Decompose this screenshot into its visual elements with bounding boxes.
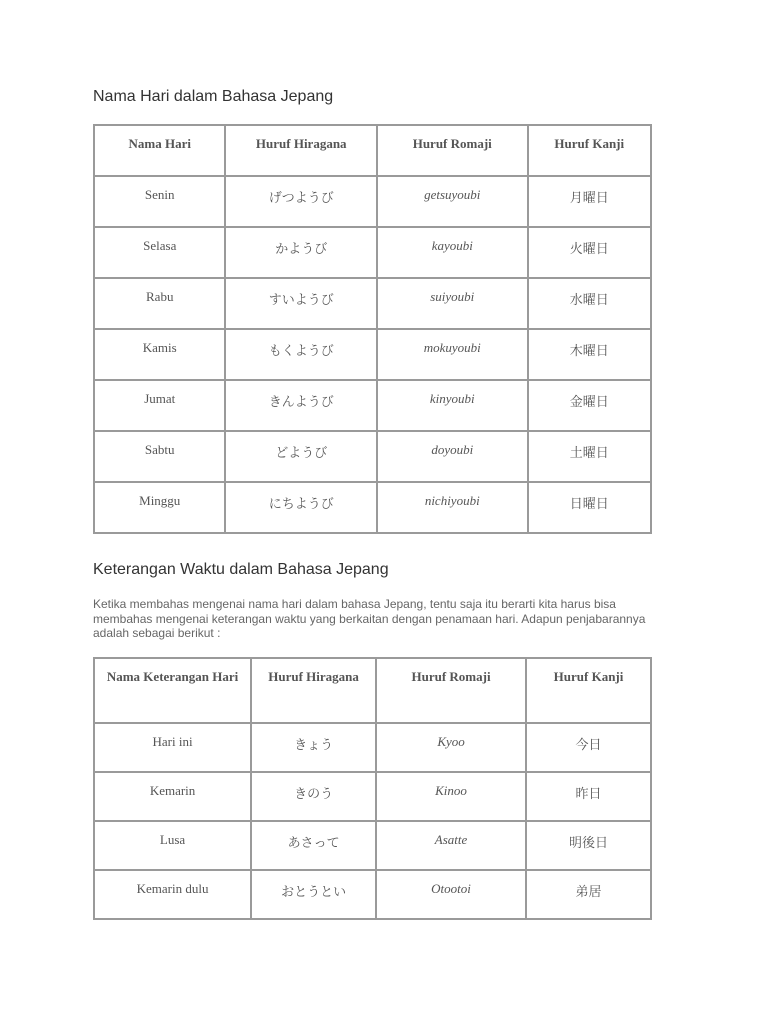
cell-kanji: 日曜日	[528, 482, 651, 533]
cell-hiragana: にちようび	[225, 482, 377, 533]
cell-romaji: getsuyoubi	[377, 176, 528, 227]
cell-nama: Hari ini	[94, 723, 251, 772]
table-row	[94, 870, 651, 919]
table-row	[94, 278, 651, 329]
column-header: Huruf Hiragana	[251, 658, 376, 723]
cell-romaji: kayoubi	[377, 227, 528, 278]
column-header: Nama Keterangan Hari	[94, 658, 251, 723]
cell-hiragana: あさって	[251, 821, 376, 870]
column-header: Huruf Kanji	[526, 658, 651, 723]
table-row	[94, 482, 651, 533]
table-row	[94, 380, 651, 431]
table-row	[94, 772, 651, 821]
cell-romaji: Asatte	[376, 821, 526, 870]
cell-hiragana: きんようび	[225, 380, 377, 431]
cell-nama: Jumat	[94, 380, 225, 431]
table-row	[94, 329, 651, 380]
cell-nama: Sabtu	[94, 431, 225, 482]
cell-kanji: 金曜日	[528, 380, 651, 431]
table-header-row	[94, 658, 651, 723]
cell-kanji: 昨日	[526, 772, 651, 821]
cell-romaji: suiyoubi	[377, 278, 528, 329]
cell-nama: Senin	[94, 176, 225, 227]
cell-hiragana: すいようび	[225, 278, 377, 329]
table-row	[94, 176, 651, 227]
cell-romaji: nichiyoubi	[377, 482, 528, 533]
cell-hiragana: かようび	[225, 227, 377, 278]
column-header: Huruf Romaji	[377, 125, 528, 176]
cell-hiragana: おとうとい	[251, 870, 376, 919]
table-header-row	[94, 125, 651, 176]
cell-romaji: mokuyoubi	[377, 329, 528, 380]
cell-nama: Kemarin dulu	[94, 870, 251, 919]
cell-hiragana: もくようび	[225, 329, 377, 380]
cell-kanji: 明後日	[526, 821, 651, 870]
cell-hiragana: げつようび	[225, 176, 377, 227]
cell-kanji: 月曜日	[528, 176, 651, 227]
cell-kanji: 水曜日	[528, 278, 651, 329]
column-header: Huruf Hiragana	[225, 125, 377, 176]
cell-romaji: doyoubi	[377, 431, 528, 482]
cell-romaji: Kyoo	[376, 723, 526, 772]
cell-nama: Minggu	[94, 482, 225, 533]
cell-romaji: Kinoo	[376, 772, 526, 821]
cell-hiragana: どようび	[225, 431, 377, 482]
intro-paragraph: Ketika membahas mengenai nama hari dalam bahasa Jepang, tentu saja itu berarti kita harus bisa membahas mengenai keterangan waktu yang berkaitan dengan penamaan hari. Adapun penjabarannya adalah sebagai berikut :	[93, 597, 646, 640]
table-nama-hari	[93, 124, 652, 534]
cell-hiragana: きょう	[251, 723, 376, 772]
cell-kanji: 今日	[526, 723, 651, 772]
cell-kanji: 火曜日	[528, 227, 651, 278]
table-keterangan-waktu	[93, 657, 652, 920]
table-row	[94, 821, 651, 870]
cell-nama: Lusa	[94, 821, 251, 870]
section-title-nama-hari: Nama Hari dalam Bahasa Jepang	[93, 88, 334, 105]
column-header: Nama Hari	[94, 125, 225, 176]
cell-nama: Rabu	[94, 278, 225, 329]
table-row	[94, 431, 651, 482]
table-row	[94, 227, 651, 278]
cell-kanji: 弟居	[526, 870, 651, 919]
cell-romaji: kinyoubi	[377, 380, 528, 431]
cell-kanji: 土曜日	[528, 431, 651, 482]
table-row	[94, 723, 651, 772]
section-title-keterangan-waktu: Keterangan Waktu dalam Bahasa Jepang	[93, 561, 389, 578]
cell-romaji: Otootoi	[376, 870, 526, 919]
cell-nama: Kemarin	[94, 772, 251, 821]
cell-nama: Kamis	[94, 329, 225, 380]
column-header: Huruf Romaji	[376, 658, 526, 723]
cell-kanji: 木曜日	[528, 329, 651, 380]
cell-nama: Selasa	[94, 227, 225, 278]
cell-hiragana: きのう	[251, 772, 376, 821]
column-header: Huruf Kanji	[528, 125, 651, 176]
